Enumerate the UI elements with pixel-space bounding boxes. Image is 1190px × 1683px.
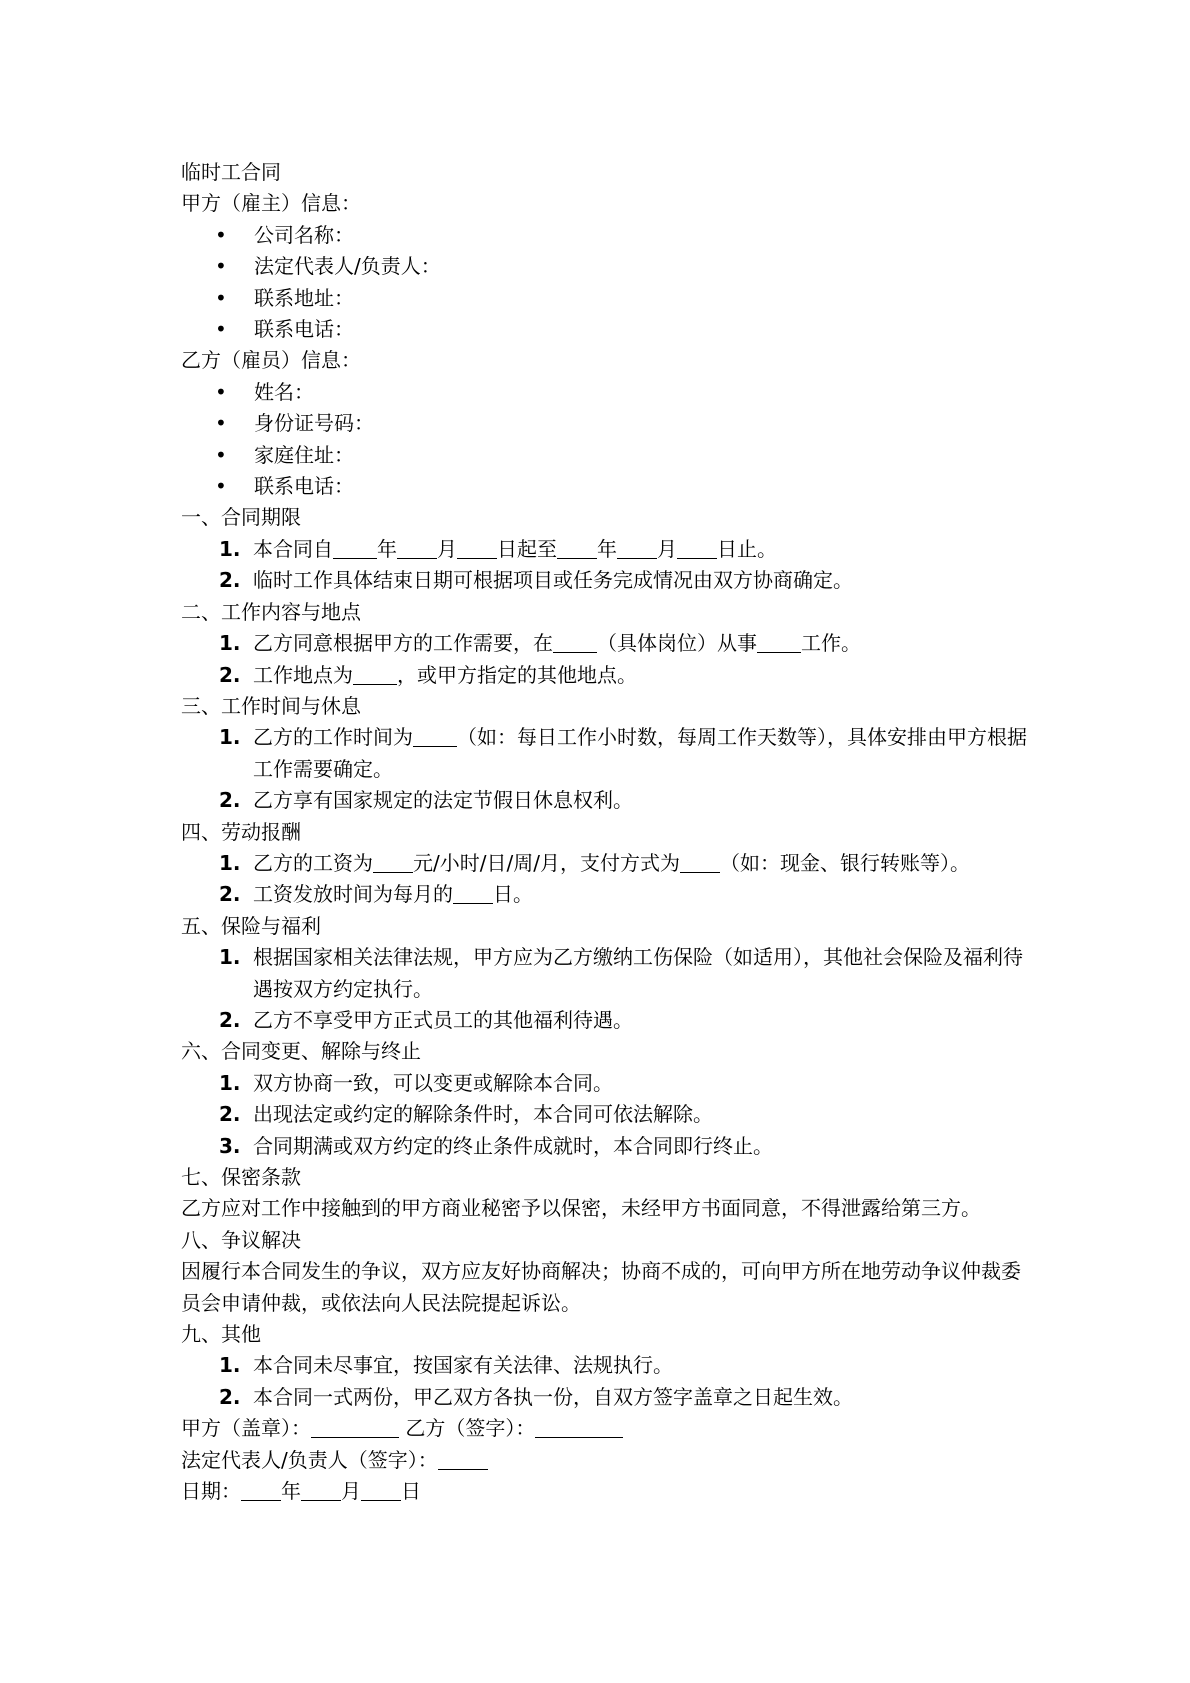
section-heading: 五、保险与福利 <box>181 913 321 938</box>
list-item <box>181 565 1031 596</box>
section-heading: 一、合同期限 <box>181 505 301 530</box>
list-item <box>181 1131 1031 1162</box>
list-item <box>181 879 1031 910</box>
item-number: 1. <box>219 850 241 875</box>
text: 本合同未尽事宜，按国家有关法律、法规执行。 <box>253 1353 673 1378</box>
section-heading: 二、工作内容与地点 <box>181 599 361 624</box>
text: 乙方不享受甲方正式员工的其他福利待遇。 <box>253 1007 633 1032</box>
text: ，或甲方指定的其他地点。 <box>397 662 637 687</box>
date-label: 日期： <box>181 1479 241 1504</box>
paragraph: 乙方应对工作中接触到的甲方商业秘密予以保密，未经甲方书面同意，不得泄露给第三方。 <box>181 1196 981 1221</box>
item-number: 1. <box>219 1353 241 1378</box>
document-title: 临时工合同 <box>181 160 281 184</box>
contract-body <box>181 157 1031 1507</box>
text: 工作。 <box>801 631 861 656</box>
text: 乙方享有国家规定的法定节假日休息权利。 <box>253 788 633 813</box>
item-number: 1. <box>219 1070 241 1095</box>
fill-blank <box>353 662 397 685</box>
item-number: 2. <box>219 788 241 813</box>
item-number: 1. <box>219 536 241 561</box>
list-item <box>181 1099 1031 1130</box>
list-item: • 法定代表人/负责人： <box>181 251 1031 282</box>
section-list <box>181 1350 1031 1413</box>
section-list <box>181 1068 1031 1162</box>
list-item: • 联系电话： <box>181 314 1031 345</box>
list-item: • 身份证号码： <box>181 408 1031 439</box>
fill-blank <box>241 1478 281 1501</box>
text: （如：现金、银行转账等）。 <box>719 850 970 875</box>
item-number: 2. <box>219 1384 241 1409</box>
text: 出现法定或约定的解除条件时，本合同可依法解除。 <box>253 1102 713 1127</box>
day-label: 日 <box>401 1479 421 1504</box>
item-number: 3. <box>219 1133 241 1158</box>
text: 乙方的工资为 <box>253 850 373 875</box>
text: 日起至 <box>497 536 557 561</box>
text: 年 <box>377 536 397 561</box>
item-number: 1. <box>219 945 241 970</box>
list-item <box>181 1350 1031 1381</box>
signature-line-representative <box>181 1445 1031 1476</box>
fill-blank <box>553 630 597 653</box>
party-a-seal-blank <box>311 1415 399 1438</box>
list-item <box>181 628 1031 659</box>
paragraph: 因履行本合同发生的争议，双方应友好协商解决；协商不成的，可向甲方所在地劳动争议仲裁委员会申请仲裁，或依法向人民法院提起诉讼。 <box>181 1259 1021 1315</box>
section-list <box>181 628 1031 691</box>
section-heading: 六、合同变更、解除与终止 <box>181 1039 421 1064</box>
text: 临时工作具体结束日期可根据项目或任务完成情况由双方协商确定。 <box>253 568 853 593</box>
list-item: • 公司名称： <box>181 220 1031 251</box>
party-b-sign-label: 乙方（签字）： <box>405 1416 536 1441</box>
list-item <box>181 1382 1031 1413</box>
section-heading: 九、其他 <box>181 1322 261 1347</box>
list-item <box>181 785 1031 816</box>
section-heading: 八、争议解决 <box>181 1227 301 1252</box>
fill-blank <box>457 536 497 559</box>
text: 乙方同意根据甲方的工作需要，在 <box>253 631 553 656</box>
fill-blank <box>680 850 720 873</box>
section-list <box>181 534 1031 597</box>
fill-blank <box>373 850 413 873</box>
fill-blank <box>677 536 717 559</box>
party-a-list <box>181 220 1031 346</box>
year-label: 年 <box>281 1479 301 1504</box>
list-item <box>181 942 1031 1005</box>
list-item <box>181 660 1031 691</box>
text: （具体岗位）从事 <box>597 631 757 656</box>
representative-sign-blank <box>438 1447 488 1470</box>
fill-blank <box>617 536 657 559</box>
section-heading: 三、工作时间与休息 <box>181 693 361 718</box>
text: 合同期满或双方约定的终止条件成就时，本合同即行终止。 <box>253 1133 773 1158</box>
list-item: • 姓名： <box>181 377 1031 408</box>
fill-blank <box>397 536 437 559</box>
text: 根据国家相关法律法规，甲方应为乙方缴纳工伤保险（如适用），其他社会保险及福利待遇按双方约定执行。 <box>253 945 1023 1001</box>
section-list <box>181 848 1031 911</box>
text: 日。 <box>493 882 533 907</box>
text: 工作地点为 <box>253 662 353 687</box>
item-number: 2. <box>219 1007 241 1032</box>
section-list <box>181 942 1031 1036</box>
fill-blank <box>301 1478 341 1501</box>
fill-blank <box>333 536 377 559</box>
list-item <box>181 848 1031 879</box>
fill-blank <box>361 1478 401 1501</box>
list-item: • 联系地址： <box>181 283 1031 314</box>
month-label: 月 <box>341 1479 361 1504</box>
list-item <box>181 1068 1031 1099</box>
item-number: 2. <box>219 568 241 593</box>
text: 本合同自 <box>253 536 333 561</box>
section-heading: 七、保密条款 <box>181 1165 301 1189</box>
party-a-seal-label: 甲方（盖章）： <box>181 1416 311 1441</box>
party-b-sign-blank <box>535 1415 623 1438</box>
list-item: • 家庭住址： <box>181 440 1031 471</box>
section-heading: 四、劳动报酬 <box>181 819 301 844</box>
fill-blank <box>413 724 457 747</box>
party-a-heading: 甲方（雇主）信息： <box>181 191 361 216</box>
text: 元/小时/日/周/月，支付方式为 <box>413 850 680 875</box>
fill-blank <box>453 881 493 904</box>
text: 乙方的工作时间为 <box>253 725 413 750</box>
list-item <box>181 534 1031 565</box>
party-b-list <box>181 377 1031 503</box>
text: 月 <box>657 536 677 561</box>
text: 日止。 <box>717 536 777 561</box>
item-number: 2. <box>219 1102 241 1127</box>
signature-line-parties <box>181 1413 1031 1444</box>
text: 年 <box>597 536 617 561</box>
list-item <box>181 722 1031 785</box>
representative-sign-label: 法定代表人/负责人（签字）： <box>181 1447 438 1472</box>
party-b-heading: 乙方（雇员）信息： <box>181 348 361 373</box>
text: 月 <box>437 536 457 561</box>
text: 工资发放时间为每月的 <box>253 882 453 907</box>
item-number: 1. <box>219 631 241 656</box>
signature-line-date <box>181 1476 1031 1507</box>
list-item <box>181 1005 1031 1036</box>
item-number: 1. <box>219 725 241 750</box>
fill-blank <box>557 536 597 559</box>
section-list <box>181 722 1031 816</box>
item-number: 2. <box>219 662 241 687</box>
text: 双方协商一致，可以变更或解除本合同。 <box>253 1070 613 1095</box>
text: 本合同一式两份，甲乙双方各执一份，自双方签字盖章之日起生效。 <box>253 1384 853 1409</box>
list-item: • 联系电话： <box>181 471 1031 502</box>
item-number: 2. <box>219 882 241 907</box>
text: （如：每日工作小时数，每周工作天数等），具体安排由甲方根据工作需要确定。 <box>253 725 1027 781</box>
fill-blank <box>757 630 801 653</box>
